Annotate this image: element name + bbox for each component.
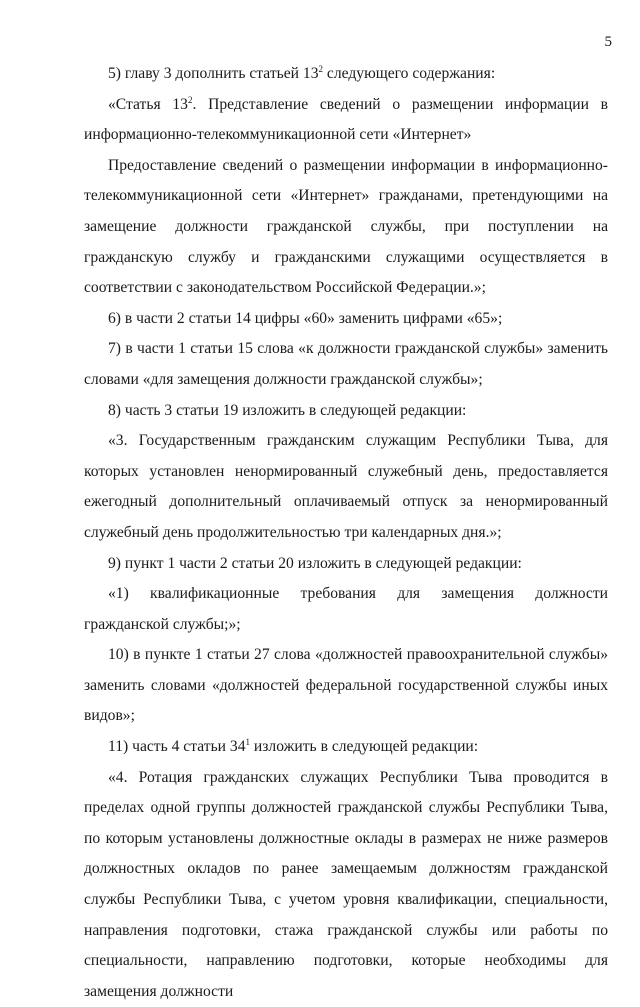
document-text xyxy=(84,59,608,1007)
paragraph-item-5: 5) главу 3 дополнить статьей $13^2$ следующего содержания: xyxy=(108,64,496,82)
paragraph-item-8: 8) часть 3 статьи 19 изложить в следующей редакции: xyxy=(108,401,467,419)
paragraph-item-6: 6) в части 2 статьи 14 цифры «60» заменить цифрами «65»; xyxy=(108,309,503,327)
paragraph-quote-1: «1) квалификационные требования для замещения должности гражданской службы;»; xyxy=(84,585,608,633)
paragraph-item-9: 9) пункт 1 части 2 статьи 20 изложить в следующей редакции: xyxy=(108,554,522,572)
article-heading: «Статья $13^2$. Представление сведений о размещении информации в информационно-телекоммуникационной сети «Интернет» xyxy=(84,94,609,144)
article-body: Предоставление сведений о размещении информации в информационно-телекоммуникационной сети «Интернет» гражданами, претендующими на замещение должности гражданской службы, при поступлении на гражданскую службу и гражданскими служащими осуществляется в соответствии с законодательством Российской Федерации.»; xyxy=(84,156,608,297)
paragraph-item-11: 11) часть 4 статьи $34^1$ изложить в следующей редакции: xyxy=(108,737,479,756)
paragraph-item-10: 10) в пункте 1 статьи 27 слова «должностей правоохранительной службы» заменить словами «должностей федеральной государственной службы иных видов»; xyxy=(84,646,608,725)
page-number: 5 xyxy=(604,34,612,50)
paragraph-item-7: 7) в части 1 статьи 15 слова «к должности гражданской службы» заменить словами «для замещения должности гражданской службы»; xyxy=(84,340,608,388)
paragraph-quote-4: «4. Ротация гражданских служащих Республики Тыва проводится в пределах одной группы должностей гражданской службы Республики Тыва, по которым установлены должностные оклады в размерах не ниже размеров должностных окладов по ранее замещаемым должностям гражданской службы Республики Тыва, с учетом уровня квалификации, специальности, направления подготовки, стажа гражданской службы или работы по специальности, направлению подготовки, которые необходимы для замещения должности xyxy=(84,768,608,1000)
paragraph-quote-3: «3. Государственным гражданским служащим Республики Тыва, для которых установлен ненормированный служебный день, предоставляется ежегодный дополнительный оплачиваемый отпуск за ненормированный служебный день продолжительностью три календарных дня.»; xyxy=(84,432,608,541)
